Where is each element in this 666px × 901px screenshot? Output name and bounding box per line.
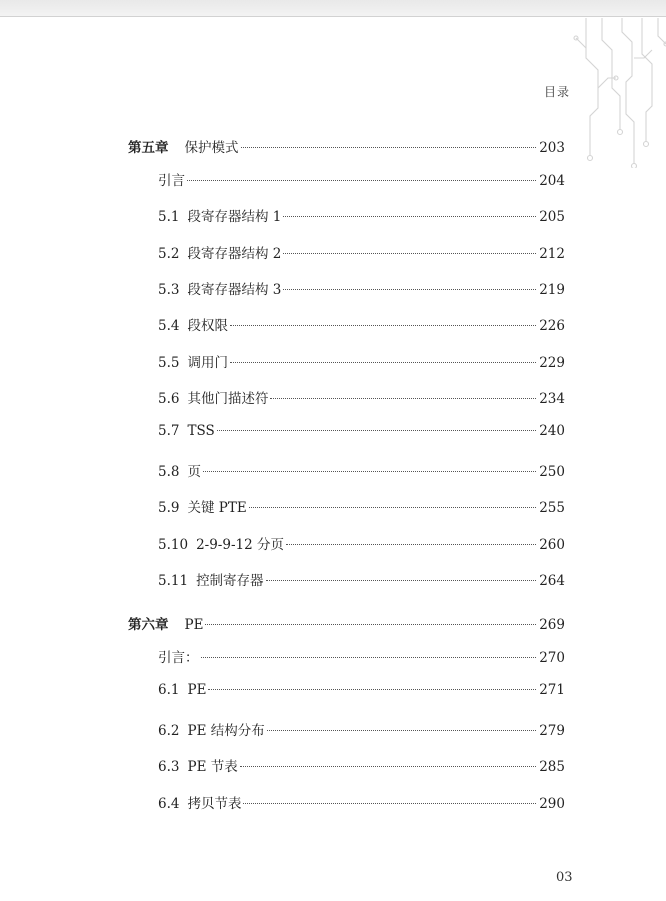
dot-leader [217, 430, 536, 431]
toc-entry-title: 2-9-9-12 分页 [196, 537, 284, 553]
toc-section-entry[interactable] [128, 682, 565, 704]
toc-entry-title: 控制寄存器 [196, 573, 264, 589]
toc-entry-number: 5.8 [158, 464, 180, 480]
toc-entry-title: 调用门 [187, 355, 228, 371]
viewer-top-bar [0, 0, 666, 17]
toc-entry-title: PE [184, 617, 204, 633]
dot-leader [249, 507, 537, 508]
toc-section-entry[interactable] [128, 460, 565, 482]
toc-entry-title: 关键 PTE [187, 500, 247, 516]
toc-section-entry[interactable] [128, 169, 565, 191]
dot-leader [201, 657, 537, 658]
toc-entry-page: 240 [539, 423, 565, 439]
toc-entry-page: 219 [539, 282, 565, 298]
dot-leader [240, 766, 537, 767]
toc-entry-title: PE 节表 [187, 759, 238, 775]
toc-entry-page: 204 [539, 173, 565, 189]
toc-entry-title: PE 结构分布 [187, 723, 265, 739]
toc-entry-page: 270 [539, 650, 565, 666]
toc-entry-number: 6.2 [158, 723, 180, 739]
dot-leader [267, 730, 537, 731]
toc-entry-number: 5.9 [158, 500, 180, 516]
toc-entry-number: 5.6 [158, 391, 180, 407]
dot-leader [283, 289, 536, 290]
toc-section-entry[interactable] [128, 646, 565, 668]
dot-leader [241, 147, 537, 148]
toc-entry-title: 页 [187, 464, 201, 480]
toc-entry-number: 5.11 [158, 573, 189, 589]
toc-entry-page: 290 [539, 796, 565, 812]
toc-entry-page: 226 [539, 318, 565, 334]
toc-entry-title: 引言 [158, 173, 185, 189]
toc-section-entry[interactable] [128, 242, 565, 264]
toc-entry-number: 5.7 [158, 423, 180, 439]
toc-entry-title: PE [187, 682, 207, 698]
dot-leader [230, 325, 536, 326]
toc-entry-page: 264 [539, 573, 565, 589]
toc-entry-number: 5.4 [158, 318, 180, 334]
toc-entry-title: 引言： [158, 650, 199, 666]
toc-entry-page: 234 [539, 391, 565, 407]
toc-entry-page: 285 [539, 759, 565, 775]
toc-chapter-entry[interactable] [128, 613, 565, 635]
running-header: 目录 [543, 85, 570, 99]
dot-leader [270, 398, 536, 399]
dot-leader [283, 216, 536, 217]
toc-entry-number: 6.3 [158, 759, 180, 775]
toc-entry-page: 271 [539, 682, 565, 698]
toc-section-entry[interactable] [128, 205, 565, 227]
toc-entry-page: 255 [539, 500, 565, 516]
toc-section-entry[interactable] [128, 533, 565, 555]
toc-section-entry[interactable] [128, 496, 565, 518]
dot-leader [286, 544, 536, 545]
toc-entry-number: 5.3 [158, 282, 180, 298]
toc-entry-title: 段寄存器结构 3 [187, 282, 282, 298]
toc-entry-page: 205 [539, 209, 565, 225]
page-number: 03 [556, 870, 573, 885]
toc-entry-page: 279 [539, 723, 565, 739]
toc-section-entry[interactable] [128, 314, 565, 336]
toc-entry-title: TSS [187, 423, 215, 439]
toc-entry-title: 拷贝节表 [187, 796, 242, 812]
toc-entry-number: 5.2 [158, 246, 180, 262]
toc-entry-page: 269 [539, 617, 565, 633]
toc-entry-number: 第六章 [128, 617, 169, 633]
dot-leader [203, 471, 536, 472]
dot-leader [230, 362, 536, 363]
dot-leader [208, 689, 536, 690]
dot-leader [283, 253, 536, 254]
toc-entry-page: 212 [539, 246, 565, 262]
circuit-decoration [572, 18, 666, 168]
toc-entry-title: 其他门描述符 [187, 391, 269, 407]
toc-entry-number: 5.1 [158, 209, 180, 225]
toc-entry-number: 5.10 [158, 537, 189, 553]
dot-leader [205, 624, 536, 625]
toc-section-entry[interactable] [128, 792, 565, 814]
toc-entry-number: 6.4 [158, 796, 180, 812]
toc-chapter-entry[interactable] [128, 136, 565, 158]
toc-entry-page: 203 [539, 140, 565, 156]
toc-entry-number: 第五章 [128, 140, 169, 156]
toc-entry-title: 段权限 [187, 318, 228, 334]
dot-leader [243, 803, 536, 804]
toc-entry-title: 段寄存器结构 2 [187, 246, 282, 262]
toc-entry-title: 段寄存器结构 1 [187, 209, 282, 225]
toc-entry-page: 250 [539, 464, 565, 480]
dot-leader [187, 180, 536, 181]
toc-section-entry[interactable] [128, 387, 565, 409]
toc-section-entry[interactable] [128, 719, 565, 741]
toc-entry-page: 229 [539, 355, 565, 371]
toc-entry-title: 保护模式 [184, 140, 239, 156]
toc-section-entry[interactable] [128, 351, 565, 373]
toc-section-entry[interactable] [128, 423, 565, 445]
toc-entry-number: 5.5 [158, 355, 180, 371]
toc-entry-number: 6.1 [158, 682, 180, 698]
toc-section-entry[interactable] [128, 278, 565, 300]
toc-section-entry[interactable] [128, 755, 565, 777]
toc-section-entry[interactable] [128, 569, 565, 591]
toc-entry-page: 260 [539, 537, 565, 553]
dot-leader [266, 580, 537, 581]
